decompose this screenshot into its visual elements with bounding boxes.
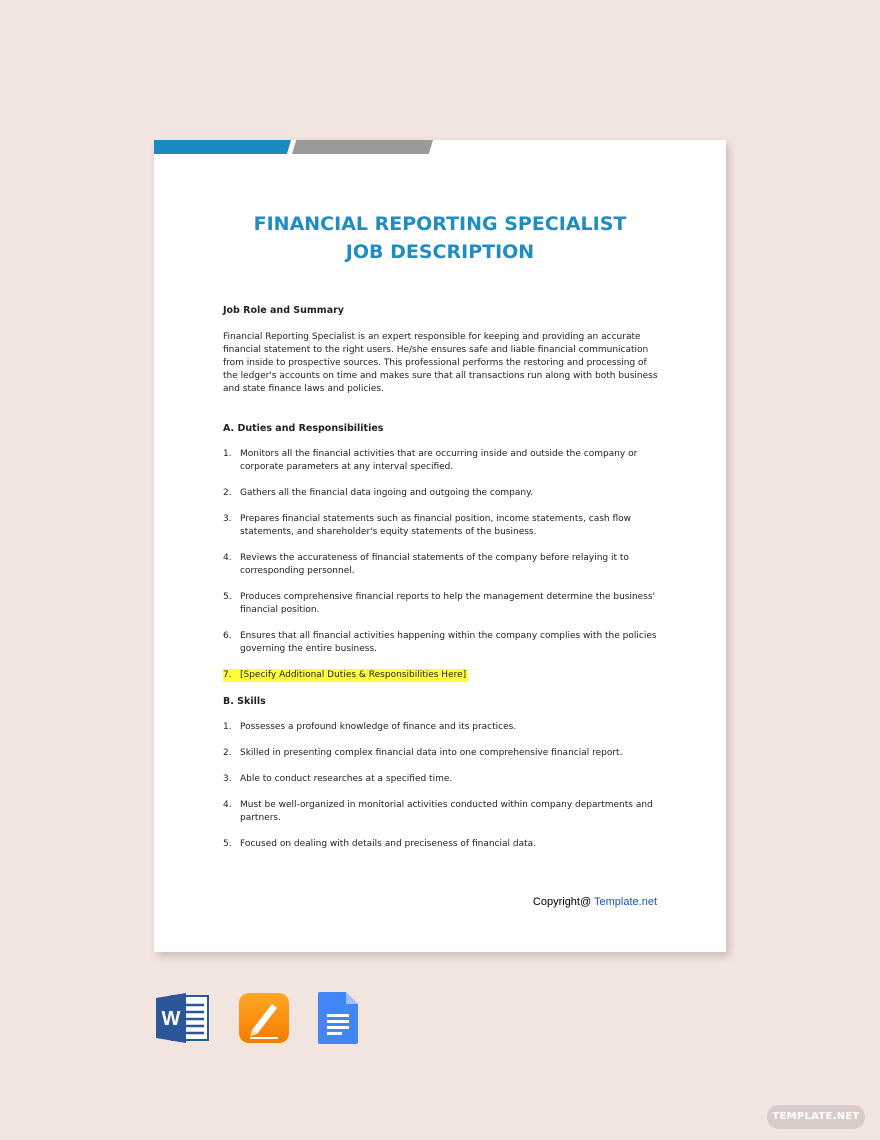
list-item: 2. Gathers all the financial data ingoing and outgoing the company.	[223, 488, 533, 498]
list-item: 3. Prepares financial statements such as financial position, income statements, cash flow statements, and shareholder's equity statements of the business.	[223, 514, 632, 537]
copyright-notice	[533, 896, 657, 908]
summary-heading: Job Role and Summary	[223, 305, 344, 316]
copyright-link[interactable]: Template.net	[594, 896, 657, 908]
list-item: 5. Focused on dealing with details and preciseness of financial data.	[223, 839, 537, 849]
duties-list	[223, 448, 663, 682]
skills-list	[223, 721, 663, 851]
document-page	[154, 140, 726, 952]
list-item: 4. Must be well-organized in monitorial activities conducted within company departments and partners.	[223, 800, 653, 823]
duties-heading: A. Duties and Responsibilities	[223, 423, 384, 434]
list-item: 1. Monitors all the financial activities that are occurring inside and outside the company or corporate parameters at any interval specified.	[223, 449, 638, 472]
google-docs-icon[interactable]	[318, 992, 358, 1044]
list-item: 6. Ensures that all financial activities happening within the company complies with the policies governing the entire business.	[223, 631, 657, 654]
highlighted-placeholder: [Specify Additional Duties & Responsibilities Here]	[240, 670, 467, 680]
placeholder-list-item: 7. [Specify Additional Duties & Responsibilities Here]	[223, 670, 467, 680]
skills-heading: B. Skills	[223, 696, 266, 707]
header-stripe-blue	[154, 140, 291, 154]
summary-text: Financial Reporting Specialist is an expert responsible for keeping and providing an accurate financial statement to the right users. He/she ensures safe and liable financial communication from inside to prospective sources. This professional performs the restoring and processing of the ledger's accounts on time and makes sure that all transactions run along with both business and state finance laws and policies.	[223, 332, 658, 394]
word-icon[interactable]	[154, 992, 210, 1044]
document-title	[154, 210, 726, 266]
template-net-badge[interactable]: TEMPLATE.NET	[767, 1105, 865, 1129]
copyright-prefix: Copyright@	[532, 896, 592, 908]
title-line-2: JOB DESCRIPTION	[345, 241, 535, 263]
list-item: 1. Possesses a profound knowledge of finance and its practices.	[223, 722, 517, 732]
list-item: 2. Skilled in presenting complex financial data into one comprehensive financial report.	[223, 748, 623, 758]
svg-text:W: W	[161, 1008, 181, 1030]
document-body	[223, 304, 663, 864]
title-line-1: FINANCIAL REPORTING SPECIALIST	[253, 213, 627, 235]
list-item: 5. Produces comprehensive financial reports to help the management determine the business' financial position.	[223, 592, 656, 615]
pages-icon[interactable]	[238, 992, 290, 1044]
list-item: 4. Reviews the accurateness of financial statements of the company before relaying it to corresponding personnel.	[223, 553, 629, 576]
list-item: 3. Able to conduct researches at a specified time.	[223, 774, 453, 784]
header-stripe-gray	[292, 140, 433, 154]
